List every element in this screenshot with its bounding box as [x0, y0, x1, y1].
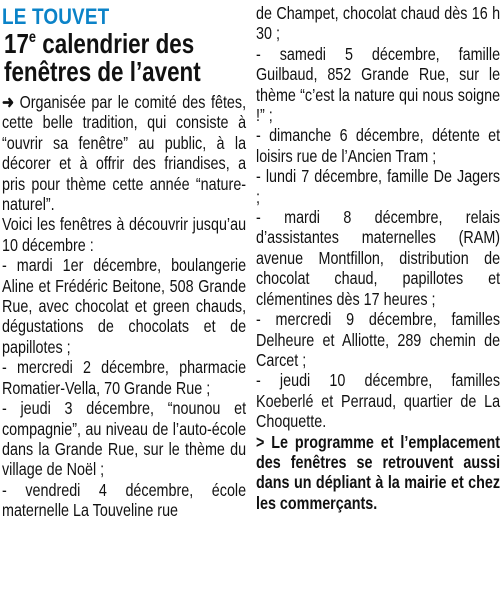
- article-right-column: [256, 0, 500, 513]
- headline-line-1-rest: calendrier des: [36, 28, 195, 59]
- article-headline: [4, 30, 248, 86]
- headline-line-1: [4, 30, 248, 58]
- intro-text: Organisée par le comité des fêtes, cette belle tradition, qui consiste à “ouvrir sa fenêtre” au public, à la décorer et à offrir des friandises, a pris pour thème cette année “nature-naturel”.: [2, 92, 247, 215]
- headline-number: 17: [4, 28, 29, 59]
- calendar-entry: - samedi 5 décembre, famille Guilbaud, 852 Grande Rue, sur le thème “c’est la nature qui nous soigne !” ;: [256, 43, 501, 126]
- list-intro-paragraph: Voici les fenêtres à découvrir jusqu’au 10 décembre :: [2, 214, 247, 255]
- left-column-body: [2, 92, 246, 521]
- section-header: [2, 4, 246, 30]
- headline-superscript: e: [28, 29, 37, 46]
- calendar-entry: - jeudi 10 décembre, familles Koeberlé et Perraud, quartier de La Choquette.: [256, 370, 501, 432]
- calendar-entry: - vendredi 4 décembre, école maternelle La Touveline rue: [2, 479, 247, 521]
- calendar-entry-continued: de Champet, chocolat chaud dès 16 h 30 ;: [256, 3, 501, 44]
- calendar-entry: - lundi 7 décembre, famille De Jagers ;: [256, 166, 501, 207]
- intro-paragraph: [2, 92, 246, 214]
- calendar-entry: - dimanche 6 décembre, détente et loisirs rue de l’Ancien Tram ;: [256, 125, 501, 166]
- calendar-entry: - mardi 1er décembre, boulangerie Aline et Frédéric Beitone, 508 Grande Rue, avec chocolat et green chauds, dégustations de chocolats et de papillotes ;: [2, 255, 247, 357]
- closing-note: > Le programme et l’emplacement des fenêtres se retrouvent aussi dans un dépliant à la mairie et chez les commerçants.: [256, 431, 501, 513]
- arrow-right-icon: ➜: [2, 92, 15, 112]
- headline-line-2: fenêtres de l’avent: [4, 56, 201, 87]
- calendar-entry: - mardi 8 décembre, relais d’assistantes maternelles (RAM) avenue Montfillon, distribution de chocolat chaud, papillotes et clémentines dès 17 heures ;: [256, 207, 501, 309]
- article-left-column: [2, 0, 246, 521]
- right-column-body: [256, 3, 500, 513]
- calendar-entry: - mercredi 2 décembre, pharmacie Romatier-Vella, 70 Grande Rue ;: [2, 357, 247, 398]
- calendar-entry: - mercredi 9 décembre, familles Delheure et Alliotte, 289 chemin de Carcet ;: [256, 309, 501, 370]
- calendar-entry: - jeudi 3 décembre, “nounou et compagnie”, au niveau de l’auto-école dans la Grande Rue, sur le thème du village de Noël ;: [2, 398, 247, 480]
- section-tag: LE TOUVET: [2, 4, 110, 29]
